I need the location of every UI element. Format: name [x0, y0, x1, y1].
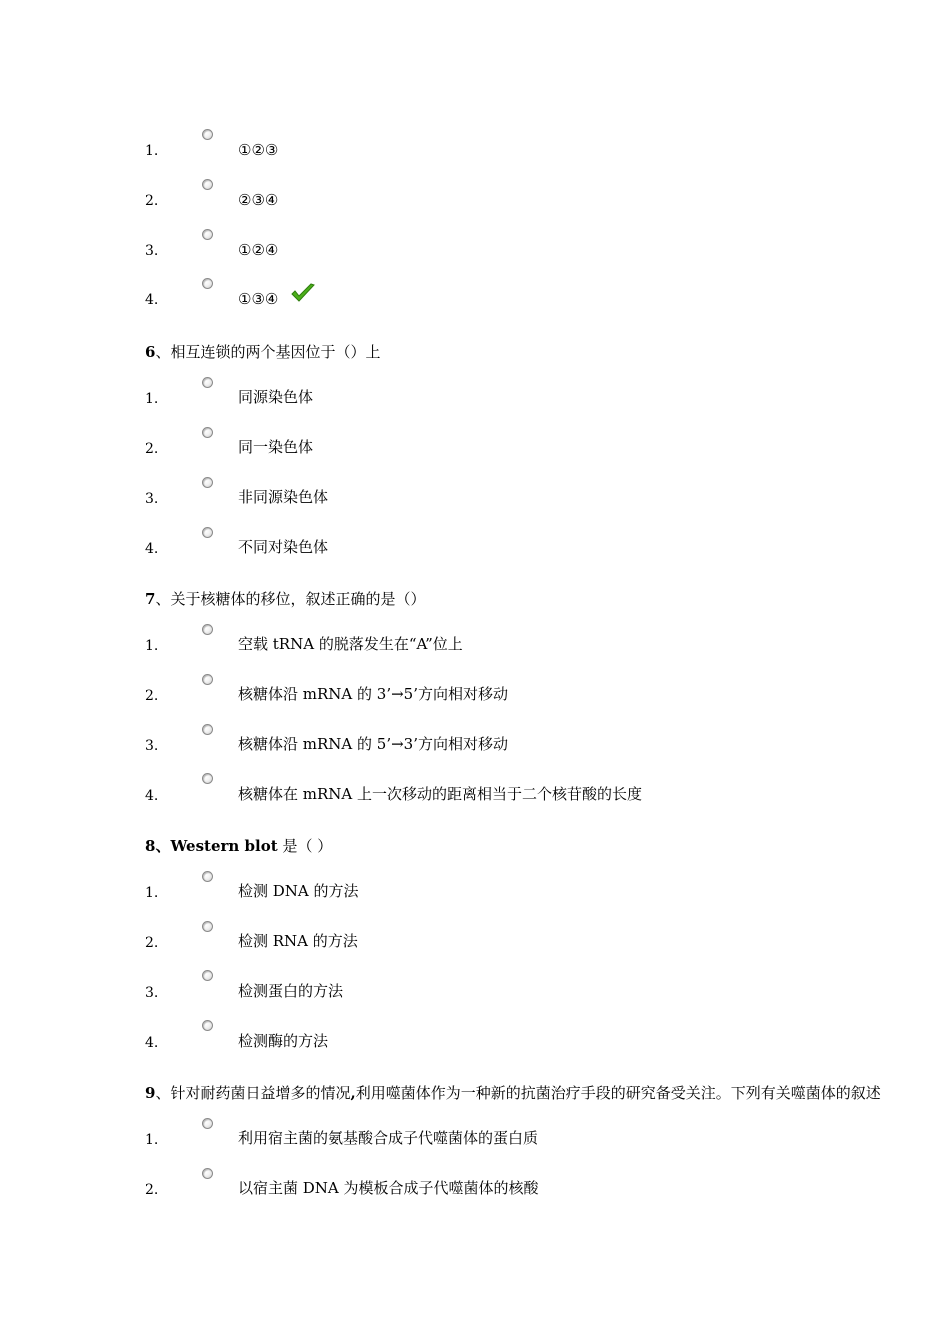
question-text-rest: 利用噬菌体作为一种新的抗菌治疗手段的研究备受关注。下列有关噬菌体的叙述	[355, 1084, 881, 1102]
question-text-bold: 、Western blot	[155, 837, 278, 855]
question-6-title	[145, 343, 380, 361]
option-text: 检测酶的方法	[238, 1032, 329, 1050]
question-text: 是（ ）	[277, 837, 333, 855]
question-text: 、相互连锁的两个基因位于（）上	[155, 343, 381, 361]
option-text: 不同对染色体	[238, 538, 329, 556]
radio-option-q5-4[interactable]	[202, 278, 213, 289]
option-text: 检测蛋白的方法	[238, 982, 344, 1000]
option-text: ①②④	[238, 241, 279, 259]
option-text: 同源染色体	[238, 388, 314, 406]
question-text: 、针对耐药菌日益增多的情况	[155, 1084, 351, 1102]
radio-option-q5-3[interactable]	[202, 229, 213, 240]
option-number: 1.	[145, 885, 159, 901]
option-number: 2.	[145, 1182, 159, 1198]
radio-option-q8-1[interactable]	[202, 871, 213, 882]
option-number: 1.	[145, 391, 159, 407]
option-number: 1.	[145, 638, 159, 654]
radio-option-q8-3[interactable]	[202, 970, 213, 981]
radio-option-q6-2[interactable]	[202, 427, 213, 438]
question-text-bold: ,	[350, 1084, 356, 1102]
option-number: 2.	[145, 688, 159, 704]
option-number: 1.	[145, 1132, 159, 1148]
option-number: 3.	[145, 243, 159, 259]
option-number: 3.	[145, 985, 159, 1001]
question-8-title	[145, 837, 332, 855]
option-text: ①②③	[238, 141, 279, 159]
radio-option-q8-2[interactable]	[202, 921, 213, 932]
radio-option-q5-1[interactable]	[202, 129, 213, 140]
option-text: 核糖体沿 mRNA 的 3’→5’方向相对移动	[238, 685, 508, 703]
option-text: 检测 RNA 的方法	[238, 932, 358, 950]
question-number: 9	[145, 1084, 156, 1102]
option-number: 2.	[145, 441, 159, 457]
option-text: 利用宿主菌的氨基酸合成子代噬菌体的蛋白质	[238, 1129, 539, 1147]
radio-option-q8-4[interactable]	[202, 1020, 213, 1031]
radio-option-q7-2[interactable]	[202, 674, 213, 685]
option-number: 1.	[145, 143, 159, 159]
radio-option-q7-4[interactable]	[202, 773, 213, 784]
radio-option-q6-1[interactable]	[202, 377, 213, 388]
radio-option-q6-3[interactable]	[202, 477, 213, 488]
question-7-title	[145, 590, 425, 608]
option-number: 4.	[145, 541, 159, 557]
radio-option-q9-2[interactable]	[202, 1168, 213, 1179]
option-number: 4.	[145, 788, 159, 804]
radio-option-q9-1[interactable]	[202, 1118, 213, 1129]
check-icon	[290, 282, 316, 304]
radio-option-q6-4[interactable]	[202, 527, 213, 538]
question-text: 、关于核糖体的移位，叙述正确的是（）	[155, 590, 426, 608]
option-text: 核糖体沿 mRNA 的 5’→3’方向相对移动	[238, 735, 508, 753]
option-number: 3.	[145, 491, 159, 507]
option-number: 4.	[145, 1035, 159, 1051]
option-text: 非同源染色体	[238, 488, 329, 506]
option-text: 核糖体在 mRNA 上一次移动的距离相当于二个核苷酸的长度	[238, 785, 643, 803]
option-number: 3.	[145, 738, 159, 754]
option-text: 以宿主菌 DNA 为模板合成子代噬菌体的核酸	[238, 1179, 539, 1197]
question-number: 7	[145, 590, 156, 608]
option-text: ②③④	[238, 191, 279, 209]
question-number: 8	[145, 837, 156, 855]
radio-option-q7-1[interactable]	[202, 624, 213, 635]
option-text: 检测 DNA 的方法	[238, 882, 359, 900]
radio-option-q5-2[interactable]	[202, 179, 213, 190]
option-number: 2.	[145, 193, 159, 209]
question-number: 6	[145, 343, 156, 361]
option-text: 同一染色体	[238, 438, 314, 456]
option-number: 4.	[145, 292, 159, 308]
question-9-title	[145, 1084, 950, 1102]
option-text: 空载 tRNA 的脱落发生在“A”位上	[238, 635, 463, 653]
option-text: ①③④	[238, 290, 279, 308]
option-number: 2.	[145, 935, 159, 951]
radio-option-q7-3[interactable]	[202, 724, 213, 735]
